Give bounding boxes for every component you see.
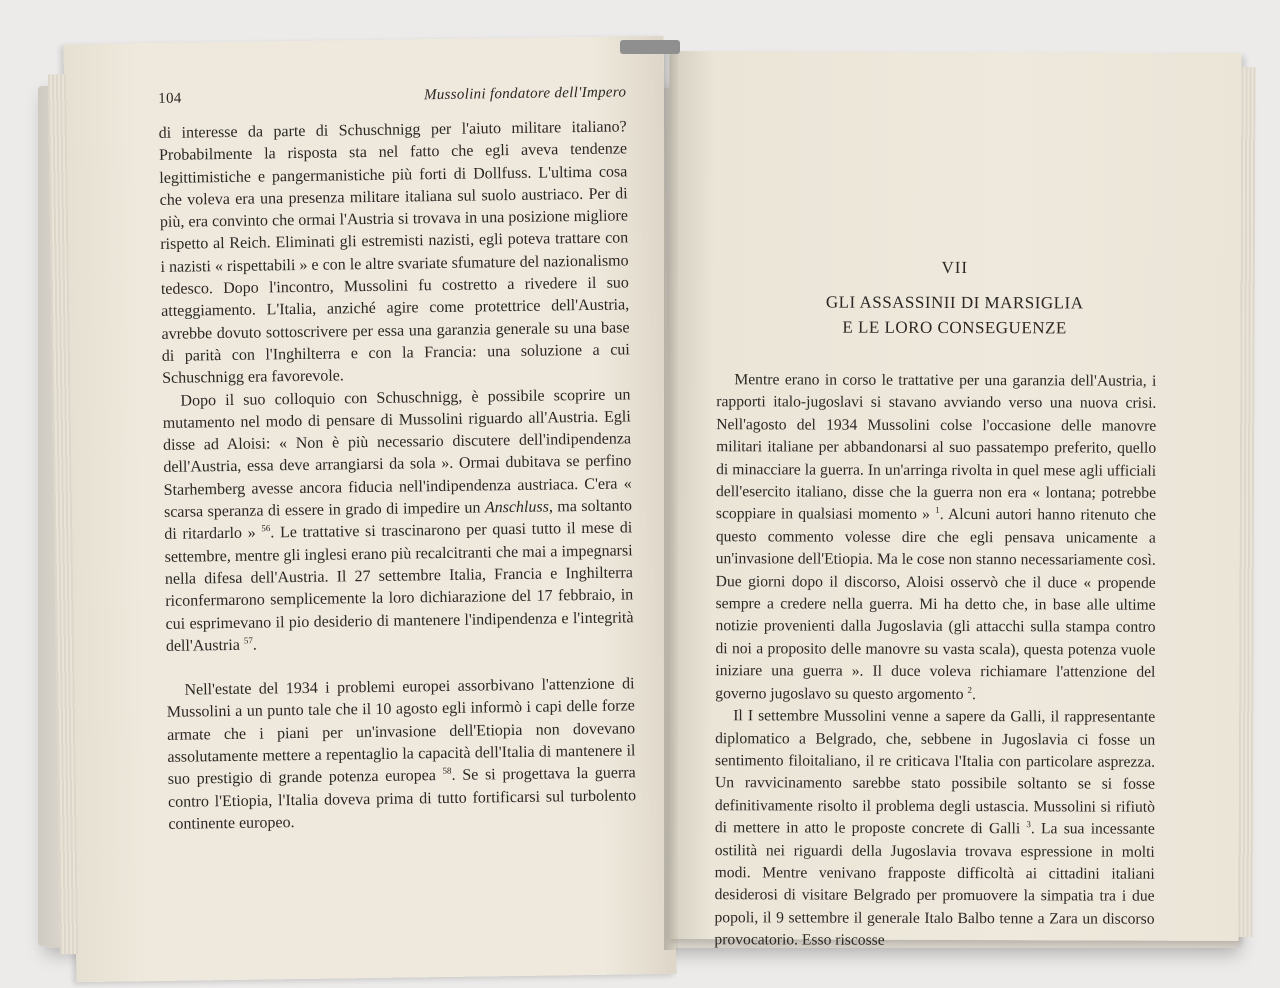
page-number: 104 [158, 90, 182, 107]
paragraph: Mentre erano in corso le trattative per una garanzia dell'Austria, i rapporti italo-jugoslavi si stavano avviando verso una nuova crisi. Nell'agosto del 1934 Mussolini colse l'occasione delle manovre militari italiane per abbandonarsi al suo passatempo preferito, quello di minacciare la guerra. In un'arringa rivolta in quel mese agli ufficiali dell'esercito italiano, disse che la guerra non era « lontana; potrebbe scoppiare in qualsiasi momento » $^1$. Alcuni autori hanno ritenuto che questo commento volesse dire che egli pensava unicamente a un'invasione dell'Etiopia. Ma le cose non stanno necessariamente così. Due giorni dopo il discorso, Aloisi osservò che il duce « propende sempre a credere nella guerra. Mi ha detto che, in base alle ultime notizie provenienti dalla Jugoslavia (gli attacchi sulla stampa contro di noi a proposito delle manovre su vasta scala), questa potenza vuole iniziare una guerra ». Il duce voleva richiamare l'attenzione del governo jugoslavo su questo argomento $^2$. [715, 371, 1157, 703]
footnote-ref: 56 [261, 523, 271, 534]
paragraph: Nell'estate del 1934 i problemi europei assorbivano l'attenzione di Mussolini a un punto tale che il 10 agosto egli informò i capi delle forze armate che i piani per un'invasione dell'Etiopia non dovevano assolutamente mettere a repentaglio la capacità dell'Italia di mantenere il suo prestigio di grande potenza europea $^{58}$. Se si progettava la guerra contro l'Etiopia, l'Italia doveva prima di tutto fortificarsi sul turbolento continente europeo. [166, 675, 637, 833]
book-spine [620, 40, 680, 54]
paragraph: Il I settembre Mussolini venne a sapere da Galli, il rappresentante diplomatico a Belgrado, che, sebbene in Jugoslavia ci fosse un sentimento filoitaliano, il re criticava l'Italia con particolare asprezza. Un ravvicinamento sarebbe stato possibile soltanto se si fosse definitivamente risolto il problema degli ustascia. Mussolini si rifiutò di mettere in atto le proposte concrete di Galli $^3$. La sua incessante ostilità nei riguardi della Jugoslavia trovava espressione in molti modi. Mentre venivano frapposte difficoltà ai cittadini italiani desiderosi di visitare Belgrado per promuovere la simpatia tra i due popoli, il 9 settembre il generale Italo Balbo tenne a Zara un discorso provocatorio. Esso riscosse [714, 707, 1156, 949]
italic-term: Anschluss [484, 498, 549, 517]
footnote-ref: 58 [442, 765, 452, 776]
left-page [63, 36, 676, 982]
running-head [158, 84, 626, 108]
chapter-title: GLI ASSASSINII DI MARSIGLIA E LE LORO CONSEGUENZE [825, 292, 1084, 338]
right-page [666, 51, 1241, 949]
paragraph: di interesse da parte di Schuschnigg per l'aiuto militare italiano? Probabilmente la risposta sta nel fatto che egli aveva tendenze legittimistiche e pangermanistiche più forti di Dollfuss. L'ultima cosa che voleva era una presenza militare italiana sul suolo austriaco. Per di più, era convinto che ormai l'Austria si trovava in una posizione migliore rispetto al Reich. Eliminati gli estremisti nazisti, egli poteva trattare con i nazisti « rispettabili » e con le altre svariate sfumature del nazionalismo tedesco. Dopo l'incontro, Mussolini fu costretto a rivedere il suo atteggiamento. L'Italia, anziché agire come protettrice dell'Austria, avrebbe dovuto sottoscrivere per essa una garanzia generale su una base di parità con l'Inghilterra e con la Francia: una soluzione a cui Schuschnigg era favorevole. [158, 118, 630, 388]
paragraph: Dopo il suo colloquio con Schuschnigg, è possibile scoprire un mutamento nel modo di pensare di Mussolini riguardo all'Austria. Egli disse ad Aloisi: « Non è più necessario discutere dell'indipendenza dell'Austria, essa deve arrangiarsi da sola ». Ormai dubitava se perfino Starhemberg avesse ancora fiducia nell'indipendenza austriaca. C'era « scarsa speranza di essere in grado di impedire un Anschluss, ma soltanto di ritardarlo » $^{56}$. Le trattative si trascinarono per quasi tutto il mese di settembre, mentre gli inglesi erano più recalcitranti che mai a impegnarsi nella difesa dell'Austria. Il 27 settembre Italia, Francia e Inghilterra riconfermarono semplicemente la loro dichiarazione del 17 febbraio, in cui esprimevano il pio desiderio di mantenere l'indipendenza e l'integrità dell'Austria $^{57}$. [162, 385, 634, 655]
footnote-ref: 3 [1026, 819, 1031, 830]
footnote-ref: 1 [935, 505, 940, 516]
book-gutter [664, 40, 678, 950]
right-page-body [714, 369, 1156, 953]
left-page-body [159, 116, 637, 836]
chapter-number: VII [941, 257, 969, 278]
footnote-ref: 2 [967, 684, 973, 695]
running-title: Mussolini fondatore dell'Impero [423, 84, 627, 104]
footnote-ref: 57 [243, 635, 253, 646]
